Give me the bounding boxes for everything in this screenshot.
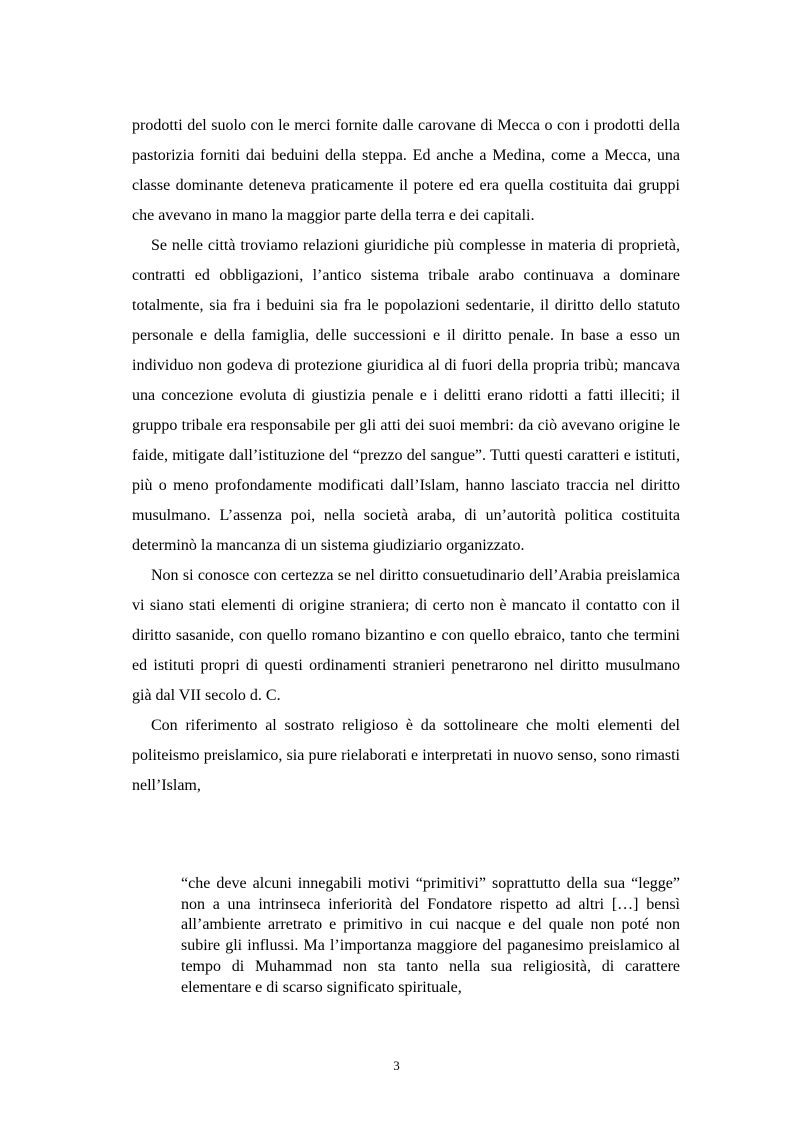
paragraph-foreign-elements: Non si conosce con certezza se nel diritto consuetudinario dell’Arabia preislamica vi siano stati elementi di origine straniera; di certo non è mancato il contatto con il diritto sasanide, con quello romano bizantino e con quello ebraico, tanto che termini ed istituti propri di questi ordinamenti stranieri penetrarono nel diritto musulmano già dal VII secolo d. C. [132, 567, 680, 704]
block-quote: “che deve alcuni innegabili motivi “primitivi” soprattutto della sua “legge” non a una intrinseca inferiorità del Fondatore rispetto ad altri […] bensì all’ambiente arretrato e primitivo in cui nacque e del quale non poté non subire gli influssi. Ma l’importanza maggiore del paganesimo preislamico al tempo di Muhammad non sta tanto nella sua religiosità, di carattere elementare e di scarso significato spirituale, [181, 875, 680, 996]
paragraph-religious-substrate: Con riferimento al sostrato religioso è da sottolineare che molti elementi del politeismo preislamico, sia pure rielaborati e interpretati in nuovo senso, sono rimasti nell’Islam, [132, 717, 680, 794]
paragraph-continuation: prodotti del suolo con le merci fornite dalle carovane di Mecca o con i prodotti della pastorizia forniti dai beduini della steppa. Ed anche a Medina, come a Mecca, una classe dominante deteneva praticamente il potere ed era quella costituita dai gruppi che avevano in mano la maggior parte della terra e dei capitali. [132, 117, 680, 224]
paragraph-tribal-system: Se nelle città troviamo relazioni giuridiche più complesse in materia di proprietà, contratti ed obbligazioni, l’antico sistema tribale arabo continuava a dominare totalmente, sia fra i beduini sia fra le popolazioni sedentarie, il diritto dello statuto personale e della famiglia, delle successioni e il diritto penale. In base a esso un individuo non godeva di protezione giuridica al di fuori della propria tribù; mancava una concezione evoluta di giustizia penale e i delitti erano ridotti a fatti illeciti; il gruppo tribale era responsabile per gli atti dei suoi membri: da ciò avevano origine le faide, mitigate dall’istituzione del “prezzo del sangue”. Tutti questi caratteri e istituti, più o meno profondamente modificati dall’Islam, hanno lasciato traccia nel diritto musulmano. L’assenza poi, nella società araba, di un’autorità politica costituita determinò la mancanza di un sistema giudiziario organizzato. [132, 237, 680, 554]
body-text [132, 111, 680, 801]
page-number: 3 [393, 1058, 400, 1073]
